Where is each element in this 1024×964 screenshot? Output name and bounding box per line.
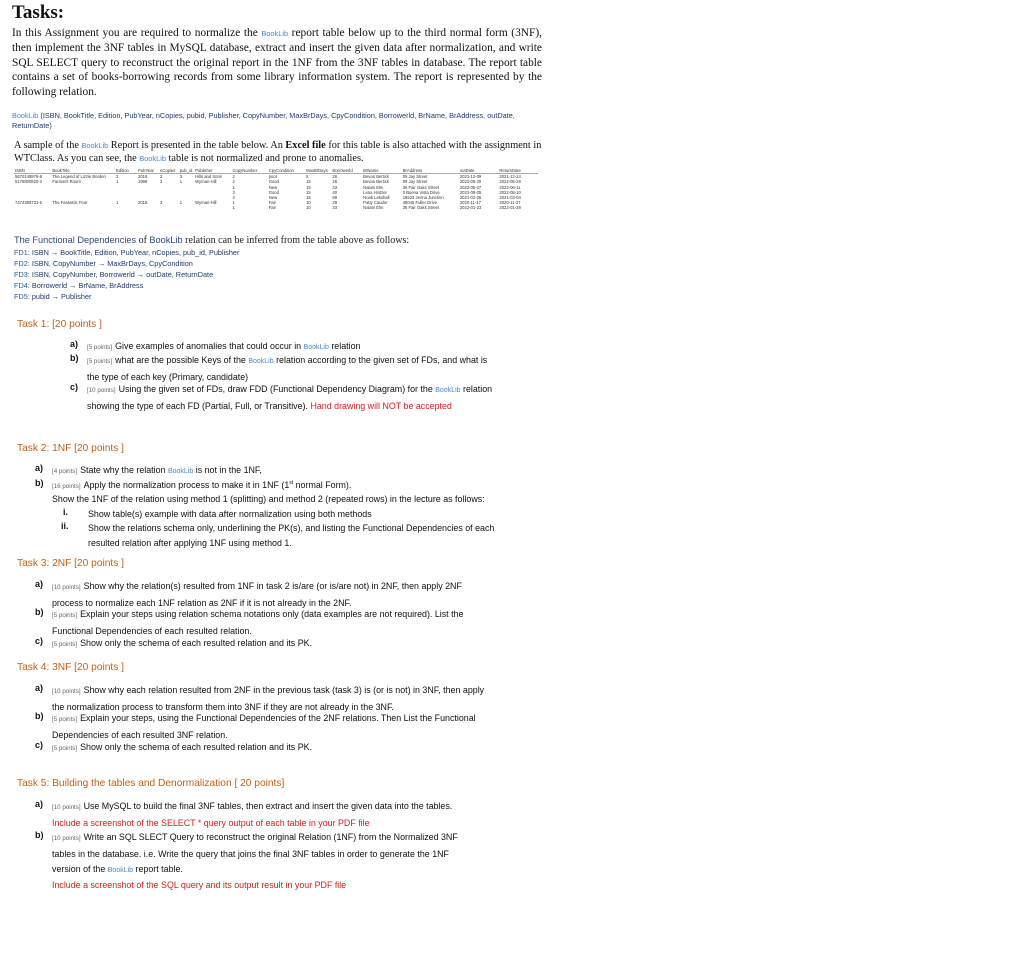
- table-cell: 10: [306, 200, 311, 206]
- task-text: Show only the schema of each resulted relation and its PK.: [80, 742, 312, 752]
- task-text: version of the: [52, 863, 108, 874]
- fd-value: Borrowerld → BrName, BrAddress: [29, 281, 144, 290]
- task2-show-text: Show the 1NF of the relation using method 1 (splitting) and method 2 (repeated rows) in the lecture as follows:: [52, 494, 485, 504]
- task-text: Use MySQL to build the final 3NF tables, then extract and insert the given data into the tables.: [83, 801, 453, 811]
- table-cell: 3: [232, 189, 235, 195]
- task3-a-text: [52, 579, 542, 611]
- points-label: [10 points]: [52, 688, 81, 695]
- booklib-term: BookLib: [149, 235, 183, 245]
- task-text: Give examples of anomalies that could occur in: [115, 341, 304, 351]
- table-cell: 2022-05-27: [459, 184, 482, 190]
- task-text: is not in the 1NF,: [193, 465, 262, 475]
- table-cell: 28: [332, 200, 338, 206]
- table-header-cell: nCopies: [159, 168, 179, 174]
- table-cell: 2: [232, 195, 235, 201]
- points-label: [10 points]: [52, 584, 81, 591]
- points-label: [4 points]: [52, 468, 78, 475]
- task2-ii-label: ii.: [61, 521, 69, 531]
- table-cell: 15: [306, 189, 311, 195]
- task-text: report table.: [133, 863, 183, 874]
- table-cell: Bevan Bertick: [363, 174, 390, 180]
- table-cell: 0 Buena Vista Drive: [402, 189, 440, 195]
- task3-c-text: [52, 636, 542, 653]
- table-cell: 15: [306, 184, 311, 190]
- table-cell: 2022-01-28: [499, 205, 521, 211]
- table-cell: 18523 Jenna Junction: [402, 195, 444, 201]
- table-cell: [159, 205, 179, 210]
- table-cell: 2022-08-10: [499, 189, 521, 195]
- task-text: relation according to the given set of FDs, and what is: [273, 355, 488, 365]
- table-cell: 3: [179, 174, 183, 180]
- sample-paragraph: [14, 139, 542, 165]
- points-label: [5 points]: [87, 358, 113, 365]
- warning-text: Include a screenshot of the SELECT * query output of each table in your PDF file: [52, 817, 370, 828]
- booklib-term: BookLib: [261, 29, 289, 38]
- assignment-document: [12, 2, 542, 165]
- table-header-cell: BookTitle: [51, 168, 115, 174]
- table-cell: The Legend of Lizzie Borden: [52, 174, 106, 180]
- task5-a-label: a): [35, 799, 44, 809]
- fd-section: [14, 234, 544, 302]
- table-cell: [179, 205, 194, 210]
- table-body: [14, 174, 538, 211]
- table-cell: [115, 205, 137, 210]
- table-cell: [51, 205, 115, 210]
- table-cell: 2022-06-11: [499, 184, 521, 190]
- fd-value: ISBN → BookTitle, Edition, PubYear, nCopies, pub_id, Publisher: [29, 248, 240, 257]
- table-cell: 09 Jay Street: [402, 179, 428, 185]
- table-cell: 48045 Fuller Drive: [402, 200, 437, 206]
- task-text: relation: [460, 384, 493, 394]
- table-cell: [14, 205, 51, 210]
- table-cell: 2: [159, 174, 163, 180]
- table-header-cell: CpyCondition: [268, 168, 305, 174]
- table-cell: New: [268, 184, 278, 190]
- table-cell: 15: [306, 179, 311, 185]
- table-cell: 1998: [138, 179, 148, 185]
- table-cell: 3: [159, 179, 163, 185]
- task5-b-text: [52, 830, 542, 893]
- table-cell: 2021-03-04: [499, 195, 521, 201]
- table-cell: 26: [332, 174, 338, 180]
- table-cell: 2022-05-20: [459, 179, 482, 185]
- task4-b-label: b): [35, 711, 44, 721]
- task2-a-label: a): [35, 463, 44, 473]
- fd-value: ISBN, CopyNumber → MaxBrDays, CpyCondition: [29, 259, 193, 268]
- table-cell: Hills and Sons: [195, 174, 222, 180]
- booklib-term: BookLib: [303, 344, 329, 351]
- table-cell: 2022-01-23: [459, 205, 482, 211]
- table-cell: Fair: [268, 205, 276, 211]
- table-header-cell: ReturnDate: [498, 168, 538, 174]
- table-cell: Nalani Elm: [363, 184, 384, 190]
- task-text: the normalization process to transform them into 3NF if they are not already in the 3NF.: [52, 701, 394, 712]
- table-header-cell: Publisher: [194, 168, 231, 174]
- table-cell: 2021-02-26: [459, 195, 482, 201]
- task2-heading: Task 2: 1NF [20 points ]: [17, 443, 125, 454]
- warning-text: Include a screenshot of the SQL query and its output result in your PDF file: [52, 880, 347, 891]
- task2-b-label: b): [35, 478, 44, 488]
- task4-a-text: [52, 683, 542, 715]
- task1-b-label: b): [70, 353, 79, 363]
- booklib-term: BookLib: [167, 468, 194, 475]
- table-cell: 33: [332, 184, 338, 190]
- task-text: Dependencies of each resulted 3NF relation.: [52, 729, 228, 740]
- task-text: Using the given set of FDs, draw FDD (Functional Dependency Diagram) for the: [118, 384, 436, 394]
- table-cell: 3: [159, 200, 163, 206]
- table-cell: 2021-12-09: [459, 174, 482, 180]
- booklib-term: BookLib: [435, 387, 461, 394]
- table-header-cell: CopyNumber: [231, 168, 267, 174]
- task-text: process to normalize each 1NF relation as 2NF if it is not already in the 2NF.: [52, 597, 352, 608]
- table-cell: 2: [232, 179, 235, 185]
- table-header-cell: ISBN: [14, 168, 51, 174]
- superscript: st: [289, 480, 294, 487]
- intro-text: In this Assignment you are required to normalize the: [12, 27, 262, 39]
- table-cell: 2: [232, 174, 235, 180]
- table-header-cell: Borrowerld: [331, 168, 362, 174]
- table-cell: 1: [116, 179, 119, 185]
- table-header-cell: MaxBrDays: [305, 168, 331, 174]
- task4-heading: Task 4: 3NF [20 points ]: [17, 662, 125, 673]
- fd-heading-label: The Functional Dependencies: [14, 235, 137, 245]
- table-cell: 2022-08-05: [459, 189, 482, 195]
- task-text: Explain your steps using relation schema notations only (data examples are not required). List the: [80, 609, 464, 619]
- booklib-term: BookLib: [248, 358, 274, 365]
- task4-b-text: [52, 711, 542, 743]
- table-header-cell: PubYear: [137, 168, 159, 174]
- table-cell: Patty Caudor: [363, 200, 388, 206]
- fd-key: FD3:: [14, 270, 30, 279]
- report-table-image: [14, 168, 540, 224]
- table-cell: [194, 205, 231, 210]
- table-cell: 5: [306, 174, 309, 180]
- table-cell: 89: [332, 195, 338, 201]
- task-text: what are the possible Keys of the: [115, 355, 249, 365]
- task5-heading: Task 5: Building the tables and Denormalization [ 20 points]: [17, 778, 285, 789]
- table-cell: 40: [332, 189, 338, 195]
- intro-text: report table below up to the third normal form (3NF), then implement the 3NF tables in MySQL database, extract and insert the given data after normalization, and write SQL SELECT query to reconstruct the original report in the 1NF from the 3NF tables in database. The report table contains a set of books-borrowing records from some library information system. The report is represented by the following relation.: [12, 27, 542, 98]
- task-text: the type of each key (Primary, candidate): [87, 371, 249, 382]
- table-header-cell: outDate: [459, 168, 499, 174]
- fd-key: FD4:: [14, 281, 30, 290]
- points-label: [10 points]: [87, 387, 116, 394]
- fd-line: [14, 247, 544, 258]
- task-text: Write an SQL SLECT Query to reconstruct the original Relation (1NF) from the Normalized 3NF: [83, 832, 458, 842]
- table-cell: Wyman-Hill: [195, 200, 217, 206]
- table-cell: 09 Jay Street: [402, 174, 428, 180]
- table-cell: 1: [116, 200, 119, 206]
- points-label: [10 points]: [52, 835, 81, 842]
- table-cell: Good: [268, 179, 279, 185]
- points-label: [10 points]: [52, 804, 81, 811]
- table-row: [14, 205, 538, 210]
- table-cell: New: [268, 195, 278, 201]
- relation-schema: [12, 111, 542, 131]
- table-cell: poor: [268, 174, 278, 180]
- relation-name: BookLib: [12, 111, 39, 121]
- task-text: showing the type of each FD (Partial, Full, or Transitive).: [87, 400, 311, 411]
- task-text: normal Form).: [293, 480, 352, 490]
- booklib-term: BookLib: [81, 141, 109, 151]
- fd-line: [14, 258, 544, 269]
- task3-b-label: b): [35, 607, 44, 617]
- fd-key: FD2:: [14, 259, 30, 268]
- table-cell: 1: [232, 205, 235, 211]
- table-cell: 36 Fair Oaks Street: [402, 205, 440, 211]
- task2-ii-text: [88, 521, 543, 551]
- page-title: Tasks:: [12, 2, 65, 23]
- points-label: [5 points]: [52, 745, 78, 752]
- task1-c-text: [87, 382, 547, 414]
- task3-a-label: a): [35, 579, 44, 589]
- sample-text: Report is presented in the table below. An: [108, 140, 286, 152]
- task-text: State why the relation: [80, 465, 168, 475]
- sample-text: table is not normalized and prone to anomalies.: [165, 153, 364, 165]
- task-text: resulted relation after applying 1NF using method 1.: [88, 537, 292, 548]
- task-text: Show why each relation resulted from 2NF in the previous task (task 3) is (or is not) in 3NF, then apply: [83, 685, 485, 695]
- points-label: [5 points]: [87, 344, 113, 351]
- table-cell: 15: [306, 195, 311, 201]
- table-cell: 26: [332, 179, 338, 185]
- table-cell: 2020-11-17: [459, 200, 481, 206]
- warning-text: Hand drawing will NOT be accepted: [310, 400, 452, 411]
- table-cell: 5176800820-3: [15, 179, 43, 185]
- task-text: relation: [328, 341, 361, 351]
- task1-c-label: c): [70, 382, 79, 392]
- task-text: Explain your steps, using the Functional Dependencies of the 2NF relations. Then List the Functional: [80, 713, 476, 723]
- fd-line: [14, 291, 544, 302]
- task1-b-text: [87, 353, 547, 385]
- table-cell: 1: [232, 200, 235, 206]
- table-cell: 2020-11-27: [499, 200, 521, 206]
- table-cell: 10: [306, 205, 311, 211]
- table-cell: 36 Fair Oaks Street: [402, 184, 440, 190]
- table-cell: 33: [332, 205, 338, 211]
- points-label: [16 points]: [52, 483, 81, 490]
- table-cell: 2022-05-28: [499, 179, 521, 185]
- table-cell: 2016: [138, 174, 148, 180]
- table-cell: Wyman-Hill: [195, 179, 217, 185]
- task4-c-label: c): [35, 740, 44, 750]
- table-header-cell: BrAddress: [402, 168, 459, 174]
- sample-text: for this table is also attached with the assignment in WTClass. As you can see, the: [14, 140, 542, 165]
- booklib-term: BookLib: [139, 154, 166, 164]
- relation-attrs: (ISBN, BookTitle, Edition, PubYear, nCopies, pubid, Publisher, CopyNumber, MaxBrDays, CpyCondition, Borrowerld, BrName, BrAddress, outDate, ReturnDate): [12, 111, 515, 131]
- table-header-cell: Edition: [115, 168, 137, 174]
- table-cell: The Fantastic Four: [52, 200, 88, 206]
- fd-heading-text: of: [136, 235, 150, 246]
- task2-i-text: Show table(s) example with data after normalization using both methods: [88, 509, 372, 519]
- booklib-term: BookLib: [107, 866, 134, 874]
- table-cell: Good: [268, 189, 279, 195]
- task-text: Show the relations schema only, underlining the PK(s), and listing the Functional Dependencies of each: [88, 523, 495, 533]
- table-cell: 1: [179, 200, 183, 206]
- table-cell: 1: [179, 179, 183, 185]
- task5-b-label: b): [35, 830, 44, 840]
- sample-text: A sample of the: [14, 140, 82, 152]
- task1-a-label: a): [70, 339, 79, 349]
- table-header-cell: BrName: [362, 168, 402, 174]
- task-text: tables in the database. i.e. Write the query that joins the final 3NF tables in order to generate the 1NF: [52, 848, 449, 859]
- task3-heading: Task 3: 2NF [20 points ]: [17, 558, 125, 569]
- table-cell: 5670148976-8: [15, 174, 43, 180]
- task-text: Show only the schema of each resulted relation and its PK.: [80, 638, 312, 648]
- fd-value: ISBN, CopyNumber, Borrowerld → outDate, ReturnDate: [29, 270, 214, 279]
- task3-c-label: c): [35, 636, 44, 646]
- task-text: Functional Dependencies of each resulted relation.: [52, 625, 252, 636]
- task4-a-label: a): [35, 683, 44, 693]
- table-cell: 2015: [138, 200, 148, 206]
- task-text: Show why the relation(s) resulted from 1NF in task 2 is/are (or is/are not) in 2NF, then apply 2NF: [83, 581, 462, 591]
- points-label: [5 points]: [52, 612, 78, 619]
- table-cell: Fair: [268, 200, 276, 206]
- fd-value: pubid → Publisher: [29, 292, 92, 301]
- task3-b-text: [52, 607, 542, 639]
- fd-heading: [14, 234, 544, 247]
- table-cell: Noak Lekshall: [363, 195, 390, 201]
- fd-key: FD1:: [14, 248, 30, 257]
- task4-c-text: [52, 740, 542, 757]
- task-text: Apply the normalization process to make it in 1NF (1: [83, 480, 290, 490]
- task5-a-text: [52, 799, 542, 831]
- task1-heading: Task 1: [20 points ]: [17, 319, 102, 330]
- table-cell: Farmat's Room: [52, 179, 81, 185]
- excel-file-label: Excel file: [285, 140, 326, 152]
- fd-heading-text: relation can be inferred from the table above as follows:: [182, 235, 410, 246]
- table-cell: 7474359731-5: [15, 200, 43, 206]
- fd-line: [14, 269, 544, 280]
- intro-paragraph: [12, 26, 542, 99]
- table-header-cell: pub_id: [179, 168, 193, 173]
- points-label: [5 points]: [52, 716, 78, 723]
- points-label: [5 points]: [52, 641, 78, 648]
- table-cell: [137, 205, 159, 210]
- table-cell: 2: [116, 174, 119, 180]
- fd-line: [14, 280, 544, 291]
- table-cell: 2021-12-14: [499, 174, 521, 180]
- booklib-report-table: [14, 168, 538, 211]
- table-cell: 1: [232, 184, 235, 190]
- fd-key: FD5:: [14, 292, 30, 301]
- table-cell: Bevan Bertick: [363, 179, 390, 185]
- task2-i-label: i.: [63, 507, 69, 517]
- table-cell: Nalani Elm: [363, 205, 384, 211]
- table-cell: Lena Hintzer: [363, 189, 387, 195]
